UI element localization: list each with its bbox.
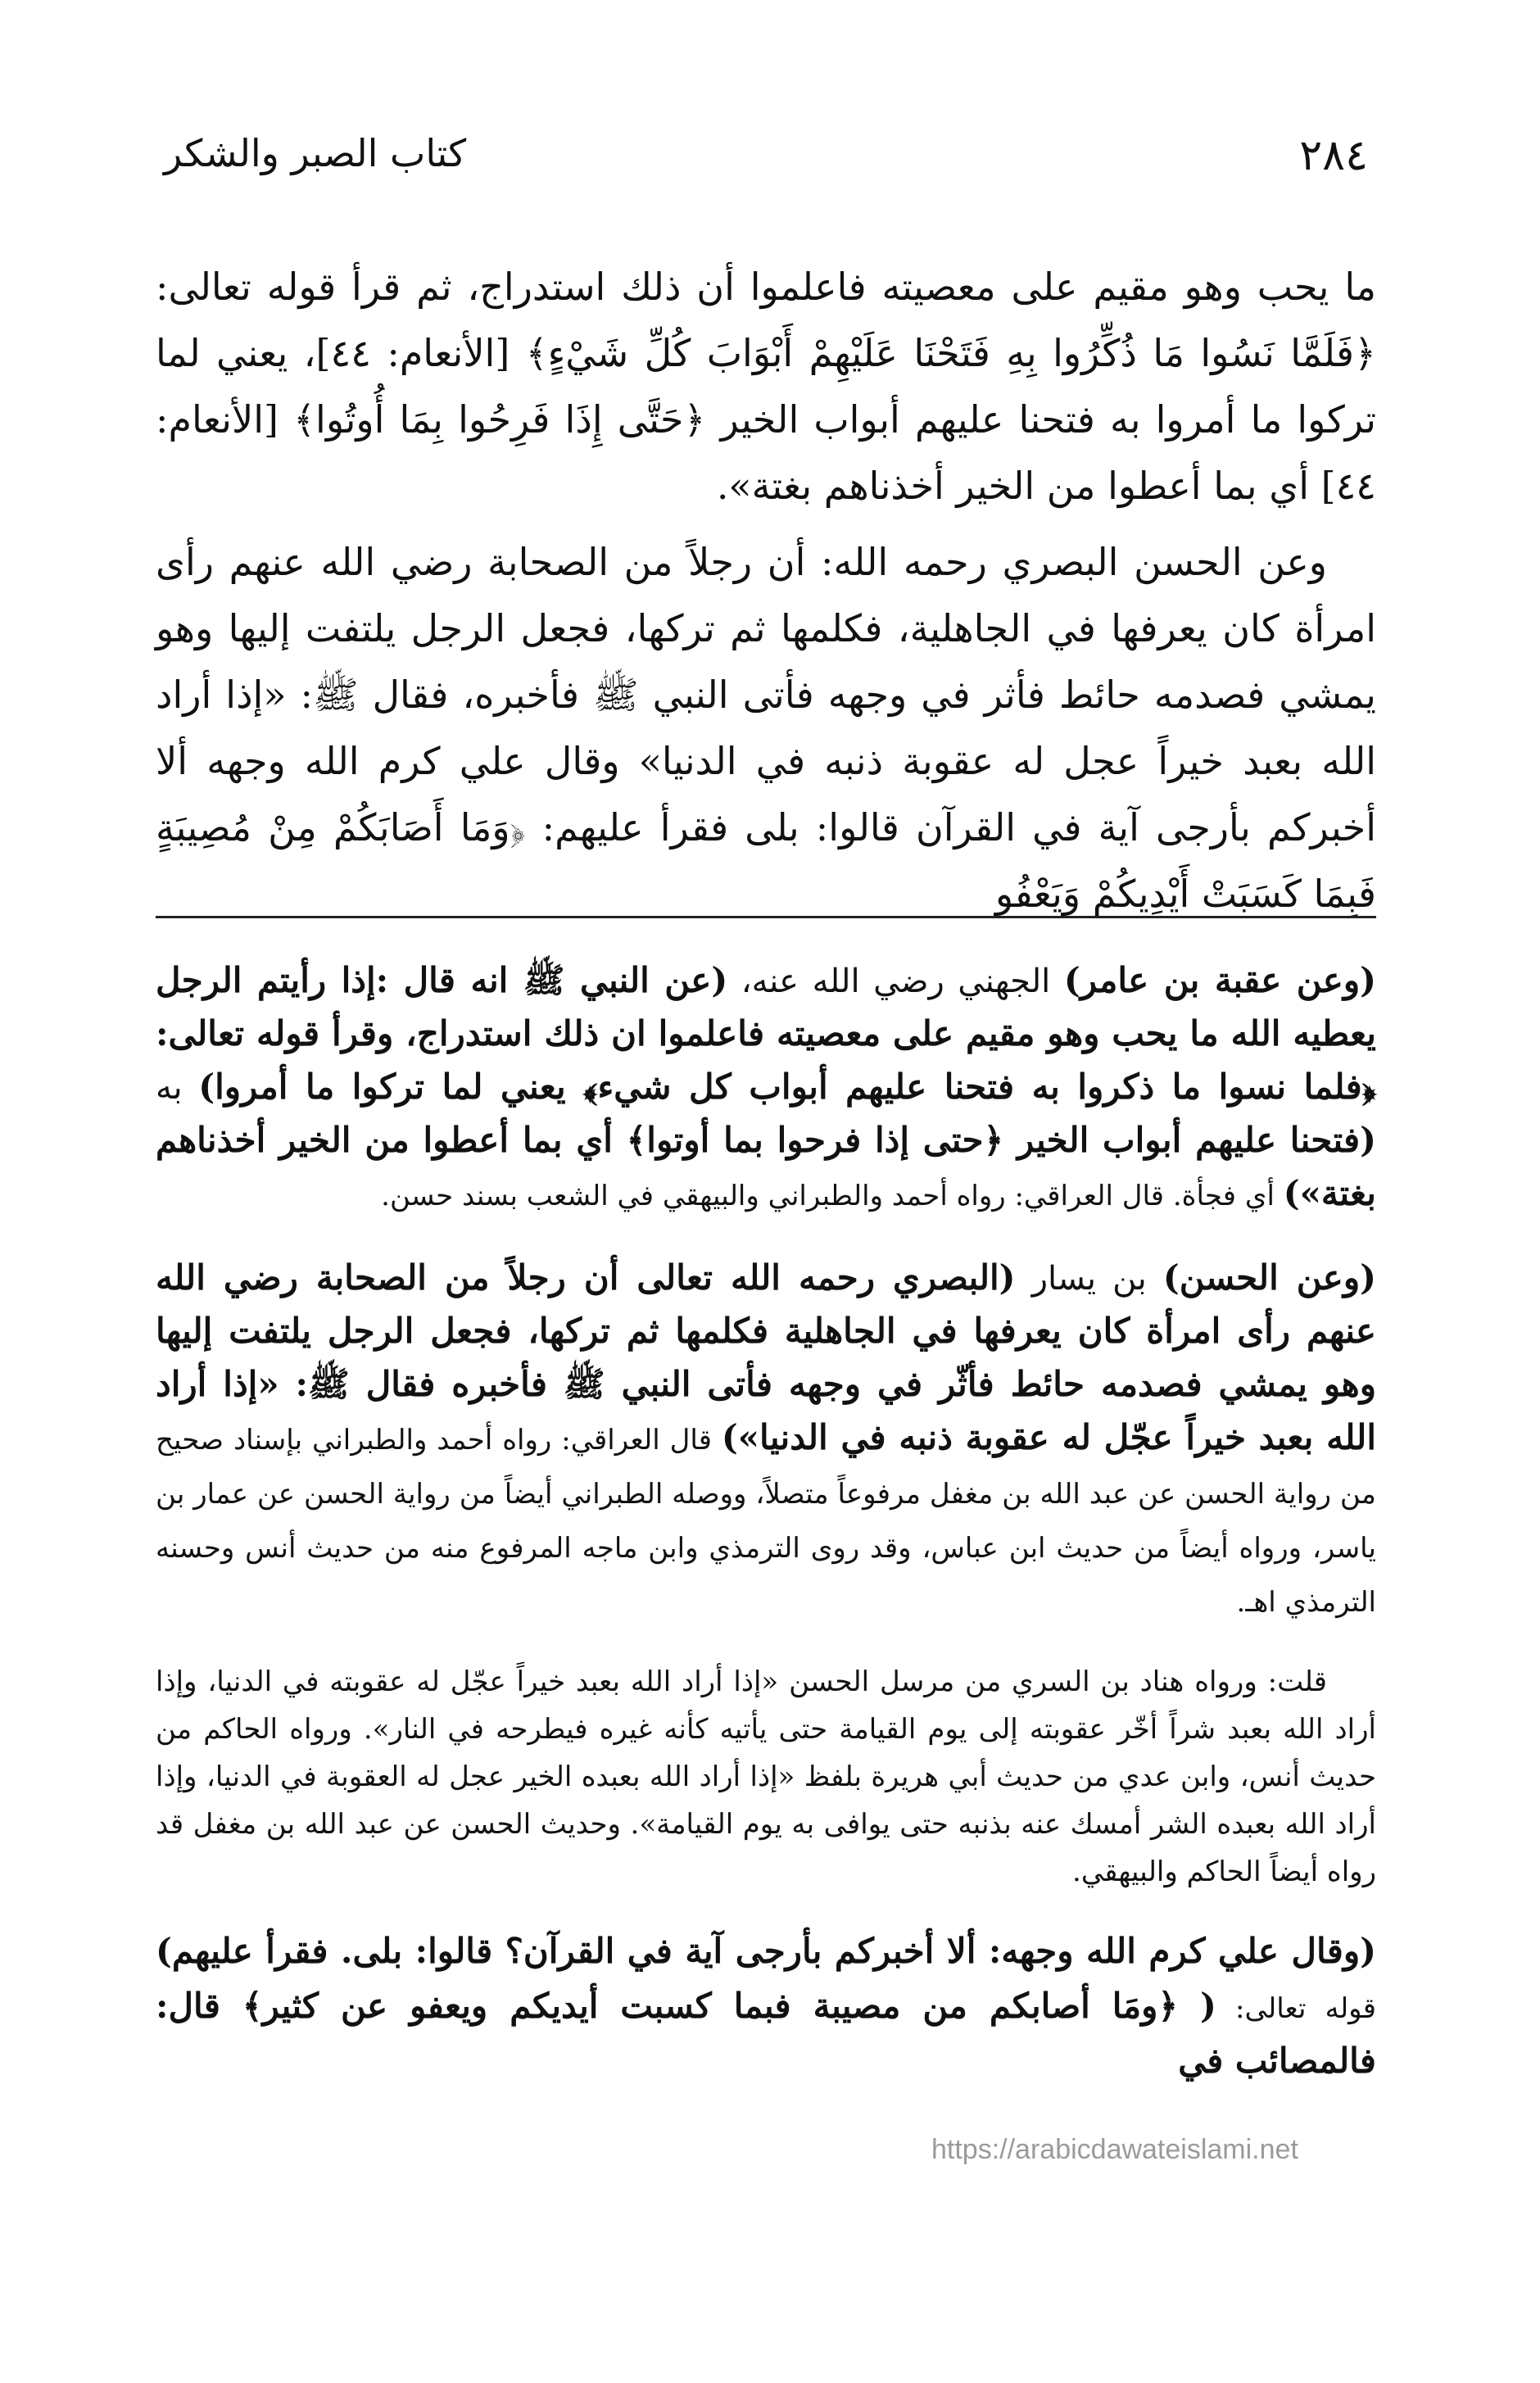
commentary-paragraph-4 — [156, 1925, 1376, 2088]
running-title: كتاب الصبر والشكر — [164, 131, 467, 175]
commentary-gloss: قوله تعالى: — [1216, 1992, 1376, 2025]
main-paragraph-1: ما يحب وهو مقيم على معصيته فاعلموا أن ذلك استدراج، ثم قرأ قوله تعالى: ﴿فَلَمَّا نَسُوا مَا ذُكِّرُوا بِهِ فَتَحْنَا عَلَيْهِمْ أَبْوَابَ كُلِّ شَيْءٍ﴾ [الأنعام: ٤٤]، يعني لما تركوا ما أمروا به فتحنا عليهم أبواب الخير ﴿حَتَّى إِذَا فَرِحُوا بِمَا أُوتُوا﴾ [الأنعام: ٤٤] أي بما أعطوا من الخير أخذناهم بغتة». — [156, 265, 1376, 508]
commentary-note: قلت: ورواه هناد بن السري من مرسل الحسن «إذا أراد الله بعبد خيراً عجّل له عقوبته في الدنيا، وإذا أراد الله بعبد شراً أخّر عقوبته إلى يوم القيامة حتى يأتيه كأنه غيره فيطرحه في النار». ورواه الحاكم من حديث أنس، وابن عدي من حديث أبي هريرة بلفظ «إذا أراد الله بعبده الخير عجل له العقوبة في الدنيا، وإذا أراد الله بعبده الشر أمسك عنه بذنبه حتى يوافى به يوم القيامة». وحديث الحسن عن عبد الله بن مغفل قد رواه أيضاً الحاكم والبيهقي. — [156, 1665, 1376, 1888]
commentary-gloss: الجهني رضي الله عنه، — [727, 963, 1064, 1000]
page-header — [164, 131, 1368, 205]
commentary-quote: ( ﴿ومَا أصابكم من مصيبة فبما كسبت أيديكم ويعفو عن كثير﴾ قال: فالمصائب في — [156, 1986, 1376, 2081]
page-number: ٢٨٤ — [1299, 131, 1368, 180]
commentary-quote: (عن النبي ﷺ انه قال :إذا رأيتم الرجل يعطيه الله ما يحب وهو مقيم على معصيته فاعلموا ان ذلك استدراج، وقرأ قوله تعالى: ﴿فلما نسوا ما ذكروا به فتحنا عليهم أبواب كل شيء﴾ يعني لما تركوا ما أمروا) — [156, 960, 1376, 1107]
commentary-quote: (وعن عقبة بن عامر) — [1063, 960, 1376, 1000]
commentary-quote: (وعن الحسن) — [1162, 1257, 1376, 1298]
commentary-paragraph-2 — [156, 1252, 1376, 1629]
commentary-citation: قال العراقي: رواه أحمد والطبراني بإسناد صحيح من رواية الحسن عن عبد الله بن مغفل مرفوعاً متصلاً، ووصله الطبراني أيضاً من رواية الحسن عن عمار بن ياسر، ورواه أيضاً من حديث ابن عباس، وقد روى الترمذي وابن ماجه المرفوع منه من حديث أنس وحسنه الترمذي اهـ. — [156, 1424, 1376, 1619]
commentary-gloss: بن يسار — [1015, 1260, 1163, 1298]
commentary-gloss: به — [156, 1069, 199, 1107]
commentary-citation: أي فجأة. قال العراقي: رواه أحمد والطبراني والبيهقي في الشعب بسند حسن. — [381, 1180, 1284, 1212]
main-text — [156, 254, 1376, 927]
commentary-section — [156, 954, 1376, 2118]
main-paragraph-2: وعن الحسن البصري رحمه الله: أن رجلاً من الصحابة رضي الله عنهم رأى امرأة كان يعرفها في الجاهلية، فكلمها ثم تركها، فجعل الرجل يلتفت إليها وهو يمشي فصدمه حائط فأثر في وجهه فأتى النبي ﷺ فأخبره، فقال ﷺ: «إذا أراد الله بعبد خيراً عجل له عقوبة ذنبه في الدنيا» وقال علي كرم الله وجهه ألا أخبركم بأرجى آية في القرآن قالوا: بلى فقرأ عليهم: ﴿وَمَا أَصَابَكُمْ مِنْ مُصِيبَةٍ فَبِمَا كَسَبَتْ أَيْدِيكُمْ وَيَعْفُو — [156, 540, 1376, 916]
commentary-quote: (فتحنا عليهم أبواب الخير ﴿حتى إذا فرحوا بما أوتوا﴾ أي بما أعطوا من الخير أخذناهم بغتة») — [156, 1120, 1377, 1213]
separator-rule — [156, 916, 1376, 918]
commentary-paragraph-1 — [156, 954, 1376, 1222]
commentary-quote: (وقال علي كرم الله وجهه: ألا أخبركم بأرجى آية في القرآن؟ قالوا: بلى. فقرأ عليهم) — [156, 1931, 1376, 1971]
watermark-url: https://arabicdawateislami.net — [931, 2134, 1298, 2165]
commentary-quote: (البصري رحمه الله تعالى أن رجلاً من الصحابة رضي الله عنهم رأى امرأة كان يعرفها في الجاهلية فكلمها ثم تركها، فجعل الرجل يلتفت إليها وهو يمشي فصدمه حائط فأثّر في وجهه فأتى النبي ﷺ فأخبره فقال ﷺ: «إذا أراد الله بعبد خيراً عجّل له عقوبة ذنبه في الدنيا») — [156, 1257, 1376, 1457]
